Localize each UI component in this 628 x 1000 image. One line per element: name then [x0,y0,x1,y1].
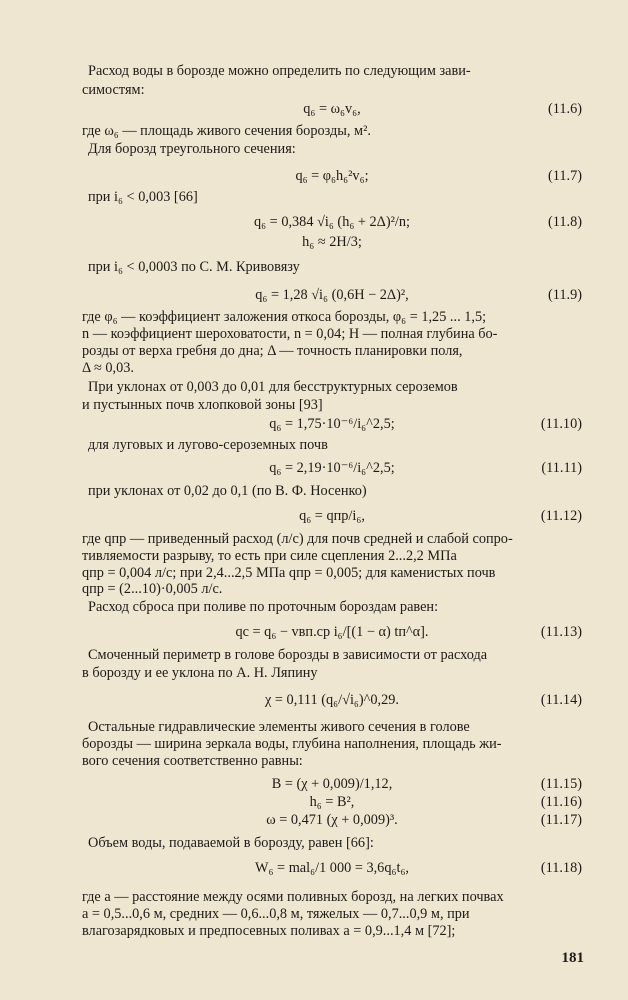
text-line: Δ ≈ 0,03. [82,360,134,376]
equation-row [82,414,582,434]
equation-row [82,774,582,794]
text-line: qпр = (2...10)·0,005 л/с. [82,581,223,597]
equation-number: (11.7) [547,168,582,184]
equation-number: (11.6) [547,101,582,117]
text-line: вого сечения соответственно равны: [82,753,303,769]
text-line: Для борозд треугольного сечения: [88,141,296,157]
equation: q₆ = 2,19·10⁻⁶/i₆^2,5; [269,460,395,476]
text-line: при i₆ < 0,003 [66] [88,189,198,205]
text-line: qпр = 0,004 л/с; при 2,4...2,5 МПа qпр = 0,005; для каменистых почв [82,565,496,581]
equation-number: (11.11) [541,460,582,476]
equation-number: (11.15) [540,776,582,792]
equation-row [82,622,582,642]
text-line: симостям: [82,82,145,98]
equation-number: (11.8) [547,214,582,230]
text-line: при i₆ < 0,0003 по С. М. Кривовязу [88,259,300,275]
equation-row [82,212,582,232]
equation: h₆ ≈ 2H/3; [302,234,362,250]
text-line: где φ₆ — коэффициент заложения откоса борозды, φ₆ = 1,25 ... 1,5; [82,309,487,325]
equation-row [82,99,582,119]
equation: B = (χ + 0,009)/1,12, [271,776,393,792]
equation-number: (11.17) [540,812,582,828]
equation: q₆ = φ₆h₆²v₆; [295,168,369,184]
page-number: 181 [561,950,584,966]
text-line: тивляемости разрыву, то есть при силе сцепления 2...2,2 МПа [82,548,457,564]
equation: q₆ = qпр/i₆, [299,508,365,524]
text-line: и пустынных почв хлопковой зоны [93] [82,397,323,413]
equation: q₆ = 1,75·10⁻⁶/i₆^2,5; [269,416,395,432]
equation-row [82,166,582,186]
text-line: Объем воды, подаваемой в борозду, равен [66]: [88,835,374,851]
text-line: при уклонах от 0,02 до 0,1 (по В. Ф. Носенко) [88,483,367,499]
equation: h₆ = B², [309,794,355,810]
equation-number: (11.10) [540,416,582,432]
text-line: a = 0,5...0,6 м, средних — 0,6...0,8 м, тяжелых — 0,7...0,9 м, при [82,906,470,922]
text-line: в борозду и ее уклона по А. Н. Ляпину [82,665,318,681]
text-line: Остальные гидравлические элементы живого сечения в голове [88,719,470,735]
equation: W₆ = mal₆/1 000 = 3,6q₆t₆, [255,860,409,876]
text-line: Расход сброса при поливе по проточным бороздам равен: [88,599,439,615]
equation-row [82,506,582,526]
equation-number: (11.14) [540,692,582,708]
text-line: где qпр — приведенный расход (л/с) для почв средней и слабой сопро- [82,531,513,547]
equation: ω = 0,471 (χ + 0,009)³. [266,812,398,828]
text-line: Смоченный периметр в голове борозды в зависимости от расхода [88,647,488,663]
equation-number: (11.9) [547,287,582,303]
equation-number: (11.13) [540,624,582,640]
equation-row [82,792,582,812]
text-line: Расход воды в борозде можно определить по следующим зави- [88,63,471,79]
equation-row [82,285,582,305]
equation-row [82,858,582,878]
equation: q₆ = 1,28 √i₆ (0,6H − 2Δ)², [255,287,409,303]
text-line: борозды — ширина зеркала воды, глубина наполнения, площадь жи- [82,736,502,752]
equation-number: (11.16) [540,794,582,810]
text-line: розды от верха гребня до дна; Δ — точность планировки поля, [82,343,463,359]
equation-row [82,810,582,830]
equation-number: (11.18) [540,860,582,876]
text-line: где ω₆ — площадь живого сечения борозды, м². [82,123,371,139]
equation-row [82,458,582,478]
text-line: При уклонах от 0,003 до 0,01 для бесструктурных сероземов [88,379,458,395]
text-line: n — коэффициент шероховатости, n = 0,04; H — полная глубина бо- [82,326,498,342]
equation: qс = q₆ − vвп.ср i₆/[(1 − α) tп^α]. [235,624,429,640]
equation: χ = 0,111 (q₆/√i₆)^0,29. [265,692,399,708]
equation-row [82,690,582,710]
text-line: для луговых и лугово-сероземных почв [88,437,328,453]
text-line: где a — расстояние между осями поливных борозд, на легких почвах [82,889,504,905]
equation-number: (11.12) [540,508,582,524]
equation: q₆ = ω₆v₆, [303,101,361,117]
equation-row [82,232,582,252]
text-line: влагозарядковых и предпосевных поливах a = 0,9...1,4 м [72]; [82,923,456,939]
equation: q₆ = 0,384 √i₆ (h₆ + 2Δ)²/n; [253,214,411,230]
